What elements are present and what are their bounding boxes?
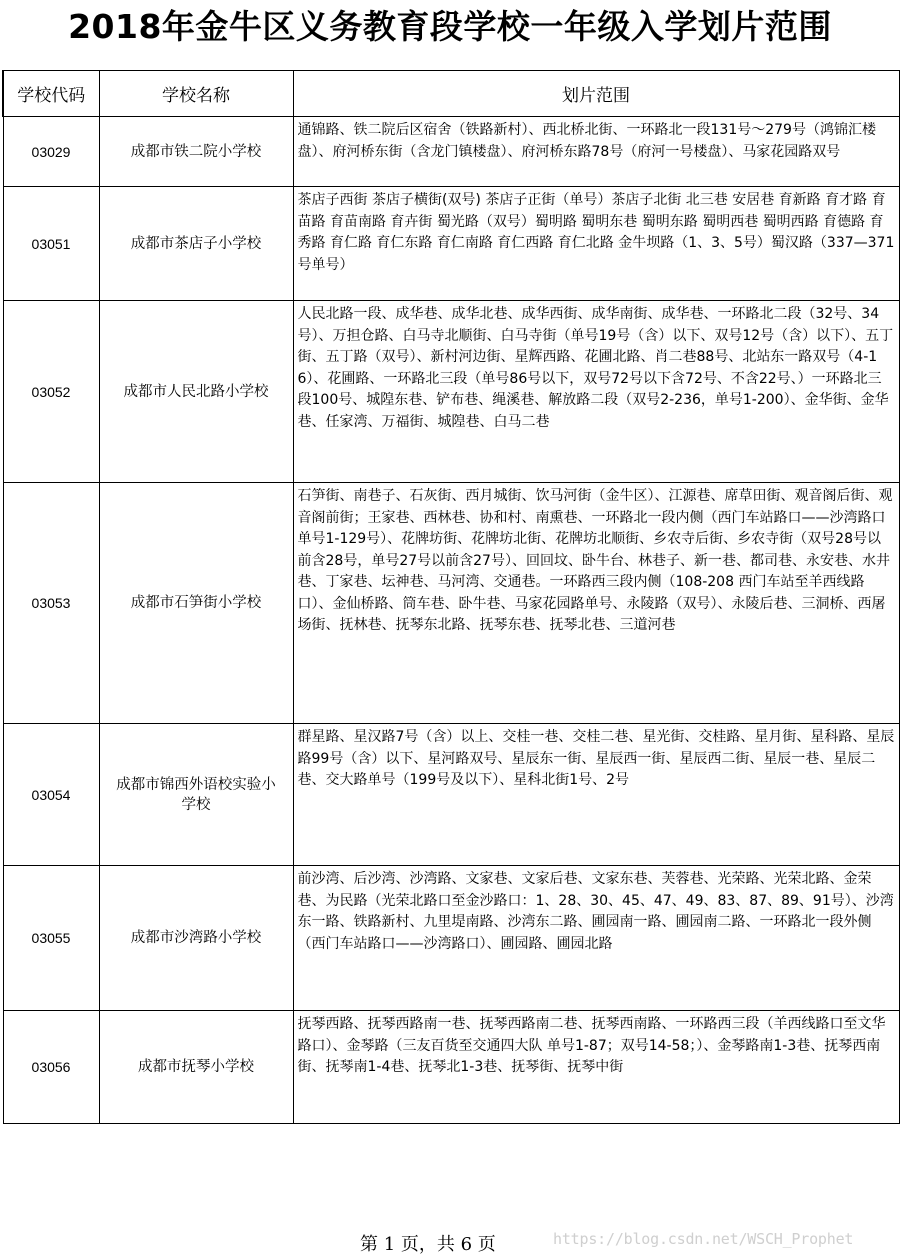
table-row [3,301,899,483]
watermark: https://blog.csdn.net/WSCH_Prophet [553,1230,854,1248]
table-row [3,724,899,866]
zone-range-cell: 通锦路、铁二院后区宿舍（铁路新村）、西北桥北街、一环路北一段131号～279号（鸿锦汇楼盘）、府河桥东街（含龙门镇楼盘）、府河桥东路78号（府河一号楼盘）、马家花园路双号 [293,117,899,187]
school-code-cell: 03052 [3,301,99,483]
header-zone-range: 划片范围 [293,71,899,117]
page-footer [0,1228,900,1255]
page-number: 第 1 页，共 6 页 [360,1234,496,1255]
zone-range-cell: 石笋街、南巷子、石灰街、西月城街、饮马河街（金牛区）、江源巷、席草田街、观音阁后街、观音阁前街；王家巷、西林巷、协和村、南熏巷、一环路北一段内侧（西门车站路口——沙湾路口 单号1-129号）、花牌坊街、花牌坊北街、花牌坊北顺街、乡农寺后街、乡农寺街（双号28号以前含28号，单号27号以前含27号）、回回坟、卧牛台、林巷子、新一巷、都司巷、永安巷、水井巷、丁家巷、坛神巷、马河湾、交通巷。一环路西三段内侧（108-208 西门车站至羊西线路口）、金仙桥路、筒车巷、卧牛巷、马家花园路单号、永陵路（双号）、永陵后巷、三洞桥、西屠场街、抚林巷、抚琴东北路、抚琴东巷、抚琴北巷、三道河巷 [293,483,899,724]
school-code-cell: 03056 [3,1011,99,1124]
table-header-row [3,71,899,117]
school-code-cell: 03029 [3,117,99,187]
school-code-cell: 03053 [3,483,99,724]
zone-range-cell: 抚琴西路、抚琴西路南一巷、抚琴西路南二巷、抚琴西南路、一环路西三段（羊西线路口至文华路口）、金琴路（三友百货至交通四大队 单号1-87；双号14-58；）、金琴路南1-3巷、抚琴西南街、抚琴南1-4巷、抚琴北1-3巷、抚琴街、抚琴中街 [293,1011,899,1124]
school-name-cell: 成都市石笋街小学校 [99,483,293,724]
table-row [3,1011,899,1124]
header-school-name: 学校名称 [99,71,293,117]
school-code-cell: 03055 [3,866,99,1011]
school-name-cell: 成都市铁二院小学校 [99,117,293,187]
zone-range-cell: 群星路、星汉路7号（含）以上、交桂一巷、交桂二巷、星光街、交桂路、星月街、星科路、星辰路99号（含）以下、星河路双号、星辰东一街、星辰西一街、星辰西二街、星辰一巷、星辰二巷、交大路单号（199号及以下）、星科北街1号、2号 [293,724,899,866]
school-zone-table [2,70,900,1124]
table-row [3,187,899,301]
document-title: 2018年金牛区义务教育段学校一年级入学划片范围 [68,7,832,46]
school-name-cell: 成都市锦西外语校实验小学校 [99,724,293,866]
school-name-cell: 成都市茶店子小学校 [99,187,293,301]
school-name-cell: 成都市沙湾路小学校 [99,866,293,1011]
zone-range-cell: 前沙湾、后沙湾、沙湾路、文家巷、文家后巷、文家东巷、芙蓉巷、光荣路、光荣北路、金荣巷、为民路（光荣北路口至金沙路口：1、28、30、45、47、49、83、87、89、91号）、沙湾东一路、铁路新村、九里堤南路、沙湾东二路、圃园南一路、圃园南二路、一环路北一段外侧（西门车站路口——沙湾路口）、圃园路、圃园北路 [293,866,899,1011]
school-name-cell: 成都市人民北路小学校 [99,301,293,483]
zone-range-cell: 茶店子西街 茶店子横街(双号) 茶店子正街（单号）茶店子北街 北三巷 安居巷 育新路 育才路 育苗路 育苗南路 育卉街 蜀光路（双号）蜀明路 蜀明东巷 蜀明东路 蜀明西巷 蜀明西路 育德路 育秀路 育仁路 育仁东路 育仁南路 育仁西路 育仁北路 金牛坝路（1、3、5号）蜀汉路（337—371号单号） [293,187,899,301]
table-row [3,483,899,724]
zone-range-cell: 人民北路一段、成华巷、成华北巷、成华西街、成华南街、成华巷、一环路北二段（32号、34号）、万担仓路、白马寺北顺街、白马寺街（单号19号（含）以下、双号12号（含）以下）、五丁街、五丁路（双号）、新村河边街、星辉西路、花圃北路、肖二巷88号、北站东一路双号（4-16）、花圃路、一环路北三段（单号86号以下，双号72号以下含72号、不含22号、）一环路北三段100号、城隍东巷、铲布巷、绳溪巷、解放路二段（双号2-236，单号1-200）、金华街、金华巷、任家湾、万福街、城隍巷、白马二巷 [293,301,899,483]
table-row [3,117,899,187]
table-row [3,866,899,1011]
header-school-code: 学校代码 [3,71,99,117]
school-code-cell: 03054 [3,724,99,866]
school-name-cell: 成都市抚琴小学校 [99,1011,293,1124]
school-code-cell: 03051 [3,187,99,301]
